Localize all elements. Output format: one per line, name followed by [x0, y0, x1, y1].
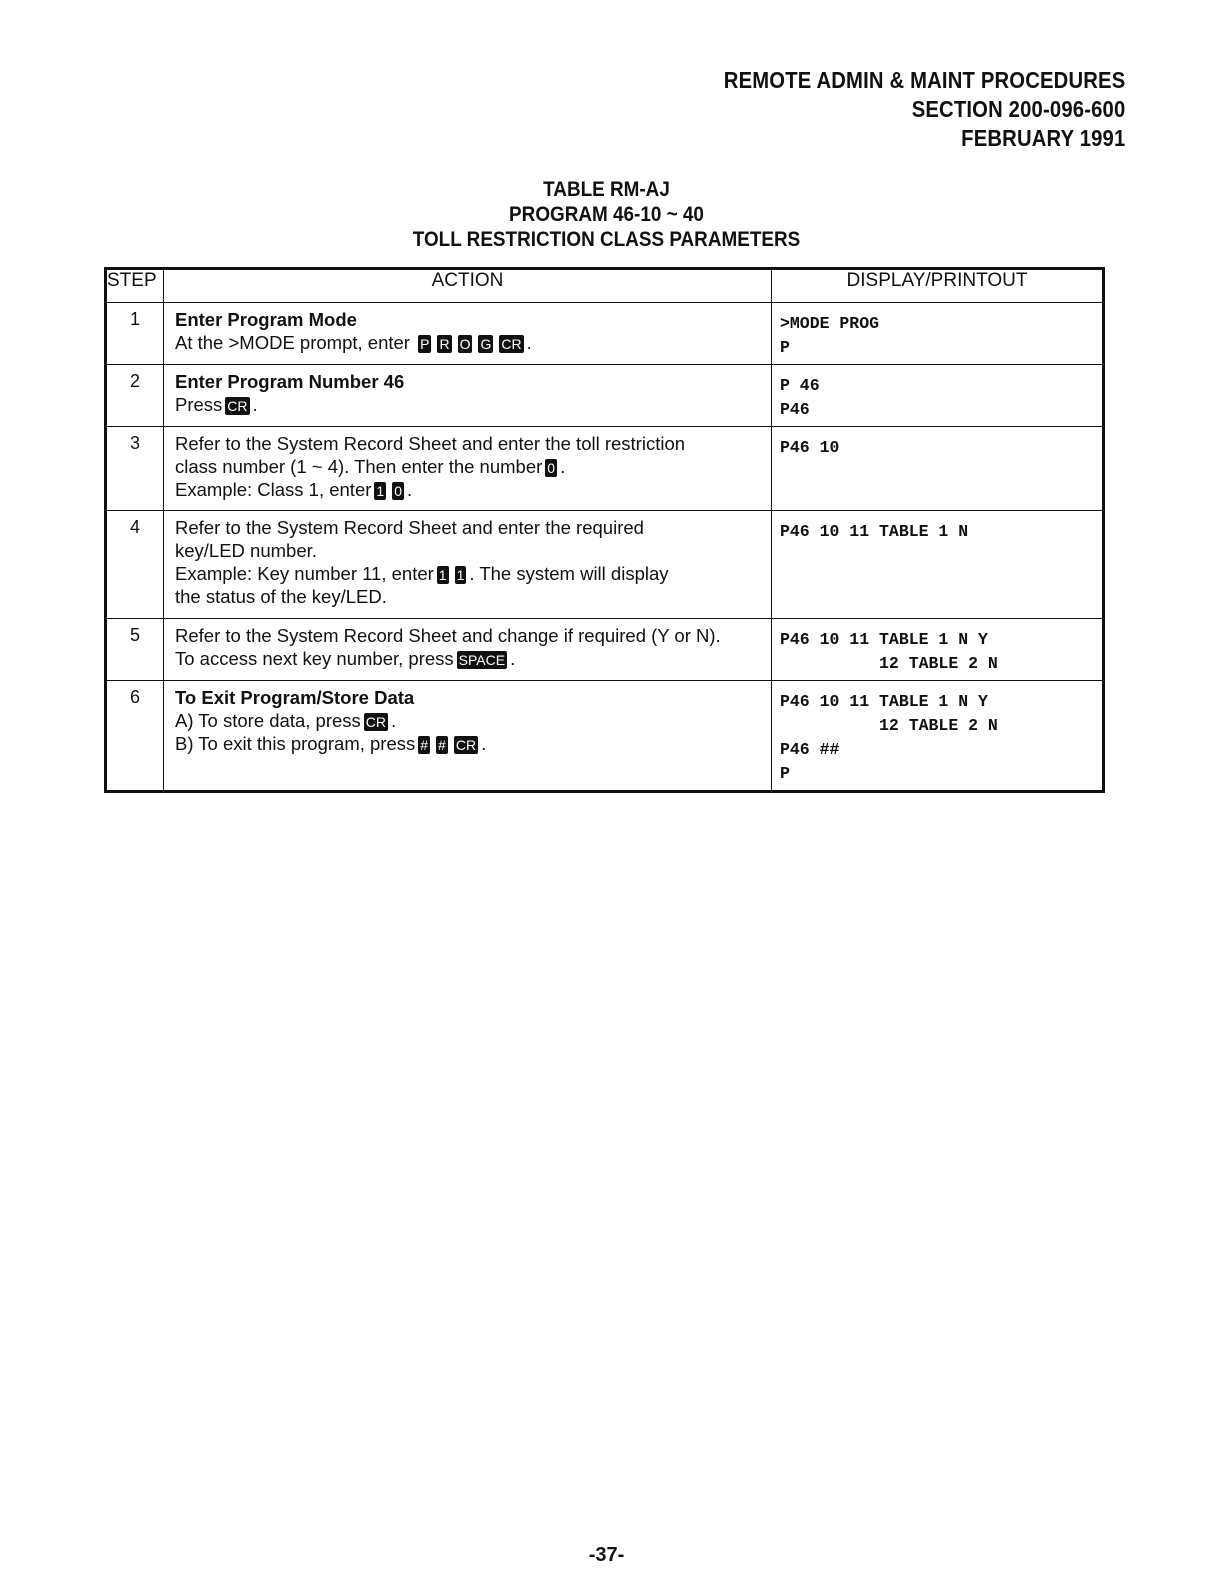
step-number: 5 [106, 619, 164, 681]
action-cell [164, 511, 772, 619]
action-text: Example: Key number 11, enter [175, 563, 434, 584]
header-display: DISPLAY/PRINTOUT [772, 269, 1104, 303]
step-number: 3 [106, 427, 164, 511]
key-o: O [459, 336, 471, 353]
key-cr: CR [227, 398, 248, 415]
key-1: 1 [376, 483, 385, 500]
table-title [0, 177, 1213, 252]
key-space: SPACE [458, 652, 506, 669]
action-line: key/LED number. [175, 540, 317, 561]
action-text: Example: Class 1, enter [175, 479, 372, 500]
table-row [106, 365, 1104, 427]
step-number: 6 [106, 681, 164, 792]
action-line: the status of the key/LED. [175, 586, 387, 607]
table-row [106, 681, 1104, 792]
step-number: 4 [106, 511, 164, 619]
display-output: P 46 P46 [772, 365, 1104, 427]
step-number: 1 [106, 303, 164, 365]
header-line-3: FEBRUARY 1991 [960, 125, 1125, 151]
action-text: Press [175, 394, 223, 415]
key-cr: CR [455, 737, 477, 754]
header-action: ACTION [164, 269, 772, 303]
action-line: Refer to the System Record Sheet and change if required (Y or N). [175, 625, 721, 646]
table-row [106, 427, 1104, 511]
key-0: 0 [394, 483, 402, 500]
action-line: Refer to the System Record Sheet and enter the toll restriction [175, 433, 686, 454]
action-text: At the >MODE prompt, enter [175, 332, 410, 353]
action-line [175, 562, 763, 585]
action-line: class number (1 ~ 4). Then enter the number 0 . [175, 456, 566, 477]
action-text: B) To exit this program, press [175, 733, 416, 754]
action-text: . The system will display [469, 563, 669, 584]
action-text: A) To store data, press [175, 710, 361, 731]
step-heading: Enter Program Mode [175, 309, 357, 330]
document-header [723, 66, 1125, 153]
table-header-row [106, 269, 1104, 303]
display-output: P46 10 11 TABLE 1 N Y 12 TABLE 2 N P46 ## P [772, 681, 1104, 792]
title-line-3: TOLL RESTRICTION CLASS PARAMETERS [412, 228, 801, 251]
action-text: To access next key number, press [175, 648, 454, 669]
action-line: Press CR . [175, 394, 258, 415]
step-number: 2 [106, 365, 164, 427]
key-cr: CR [365, 714, 387, 731]
key-1: 1 [438, 567, 447, 584]
action-text: class number (1 ~ 4). Then enter the number [175, 456, 543, 477]
display-output: >MODE PROG P [772, 303, 1104, 365]
display-output: P46 10 [772, 427, 1104, 511]
action-line: To access next key number, press SPACE . [175, 648, 516, 669]
action-cell [164, 619, 772, 681]
action-cell [164, 365, 772, 427]
display-output: P46 10 11 TABLE 1 N [772, 511, 1104, 619]
action-line: A) To store data, press CR . [175, 710, 397, 731]
title-line-2: PROGRAM 46-10 ~ 40 [509, 203, 704, 226]
title-line-1: TABLE RM-AJ [543, 178, 670, 201]
key-p: P [420, 336, 430, 353]
action-cell [164, 681, 772, 792]
header-step: STEP [106, 269, 164, 303]
key-hash: # [420, 737, 429, 754]
action-line: B) To exit this program, press # # CR . [175, 733, 487, 754]
table-row [106, 511, 1104, 619]
action-cell [164, 427, 772, 511]
key-g: G [480, 336, 492, 353]
header-line-1: REMOTE ADMIN & MAINT PROCEDURES [723, 67, 1125, 93]
key-hash: # [438, 737, 446, 754]
step-heading: To Exit Program/Store Data [175, 687, 415, 708]
table-row [106, 303, 1104, 365]
key-cr: CR [501, 336, 522, 353]
page-number: -37- [588, 1544, 625, 1566]
action-line: Refer to the System Record Sheet and enter the required [175, 517, 644, 538]
header-line-2: SECTION 200-096-600 [911, 96, 1125, 122]
key-r: R [439, 336, 450, 353]
procedure-table [104, 267, 1105, 793]
action-cell [164, 303, 772, 365]
table-row [106, 619, 1104, 681]
action-line: At the >MODE prompt, enter P R O G CR . [175, 332, 532, 353]
action-line: Example: Class 1, enter 1 0 . [175, 479, 413, 500]
key-0: 0 [547, 460, 556, 477]
display-output: P46 10 11 TABLE 1 N Y 12 TABLE 2 N [772, 619, 1104, 681]
key-1: 1 [456, 567, 465, 584]
step-heading: Enter Program Number 46 [175, 371, 405, 392]
